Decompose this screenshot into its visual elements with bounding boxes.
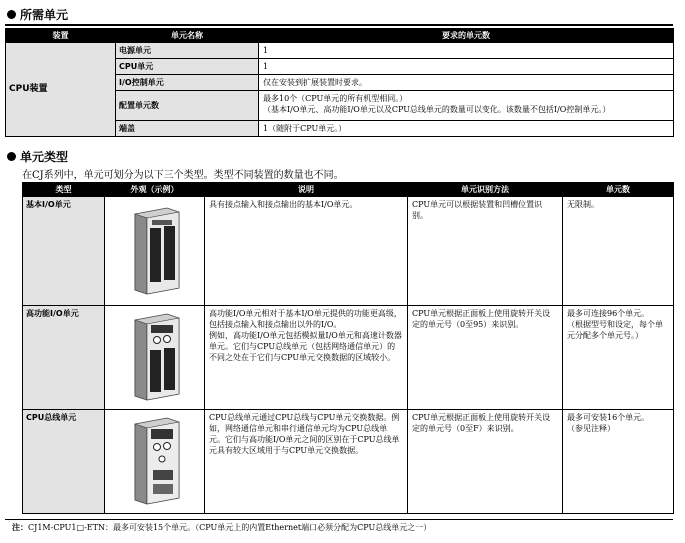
unit-name-cell: 电源单元	[116, 43, 259, 59]
image-cell	[105, 410, 205, 514]
identification-cell: CPU单元根据正面板上使用旋转开关设定的单元号（0至95）来识别。	[408, 306, 563, 410]
unit-count-cell: 最多10个（CPU单元的所有机型相同。） （基本I/O单元、高功能I/O单元以及CPU总线单元的数量可以变化。该数量不包括I/O控制单元。）	[259, 91, 674, 121]
image-cell	[105, 197, 205, 306]
type-cell: 基本I/O单元	[23, 197, 105, 306]
table-row	[23, 306, 674, 410]
unit-name-cell: I/O控制单元	[116, 75, 259, 91]
description-cell: CPU总线单元通过CPU总线与CPU单元交换数据。例如，网络通信单元和串行通信单元均为CPU总线单元。它们与高功能I/O单元之间的区别在于CPU总线单元具有较大区域用于与CPU单元交换数据。	[205, 410, 408, 514]
section-title-unit-types: 单元类型	[7, 150, 68, 164]
column-header: 类型	[23, 183, 105, 197]
type-cell: 高功能I/O单元	[23, 306, 105, 410]
required-units-table	[5, 28, 674, 137]
note-label: 注：	[12, 523, 28, 532]
column-header: 单元名称	[116, 29, 259, 43]
unit-types-table	[22, 182, 674, 514]
divider	[5, 24, 673, 26]
column-header: 单元识别方法	[408, 183, 563, 197]
unit-count-cell: 1	[259, 59, 674, 75]
unit-count-cell: 1	[259, 43, 674, 59]
type-cell: CPU总线单元	[23, 410, 105, 514]
unit-count-cell: 最多可连接96个单元。 （根据型号和设定，每个单元分配多个单元号。）	[563, 306, 674, 410]
identification-cell: CPU单元根据正面板上使用旋转开关设定的单元号（0至F）来识别。	[408, 410, 563, 514]
bullet-icon	[7, 10, 16, 19]
unit-name-cell: 配置单元数	[116, 91, 259, 121]
description-cell: 具有接点输入和接点输出的基本I/O单元。	[205, 197, 408, 306]
basic-io-unit-image	[127, 204, 183, 296]
table-row	[23, 197, 674, 306]
unit-count-cell: 无限制。	[563, 197, 674, 306]
unit-name-cell: 端盖	[116, 121, 259, 137]
section-title-required-units: 所需单元	[7, 8, 68, 22]
intro-text: 在CJ系列中，单元可划分为以下三个类型。类型不同装置的数量也不同。	[22, 170, 344, 181]
device-cell: CPU装置	[6, 43, 116, 137]
divider	[5, 519, 673, 520]
identification-cell: CPU单元可以根据装置和凹槽位置识别。	[408, 197, 563, 306]
image-cell	[105, 306, 205, 410]
note-text: CJ1M-CPU1□-ETN：最多可安装15个单元。（CPU单元上的内置Ethernet端口必须分配为CPU总线单元之一）	[28, 523, 432, 532]
column-header: 单元数	[563, 183, 674, 197]
column-header: 要求的单元数	[259, 29, 674, 43]
column-header: 装置	[6, 29, 116, 43]
column-header: 外观（示例）	[105, 183, 205, 197]
description-cell: 高功能I/O单元相对于基本I/O单元提供的功能更高级，包括接点输入和接点输出以外的I/O。 例如，高功能I/O单元包括模拟量I/O单元和高速计数器单元。它们与CPU总线单元（包括网络通信单元）的不同之处在于它们与CPU单元交换数据的区域较小。	[205, 306, 408, 410]
unit-count-cell: 1（随附于CPU单元。）	[259, 121, 674, 137]
column-header: 说明	[205, 183, 408, 197]
unit-name-cell: CPU单元	[116, 59, 259, 75]
unit-count-cell: 最多可安装16个单元。 （参见注释）	[563, 410, 674, 514]
footnote	[12, 522, 431, 533]
table-row	[23, 410, 674, 514]
unit-count-cell: 仅在安装到扩展装置时要求。	[259, 75, 674, 91]
special-io-unit-image	[127, 310, 183, 402]
bullet-icon	[7, 152, 16, 161]
cpu-bus-unit-image	[127, 414, 183, 506]
